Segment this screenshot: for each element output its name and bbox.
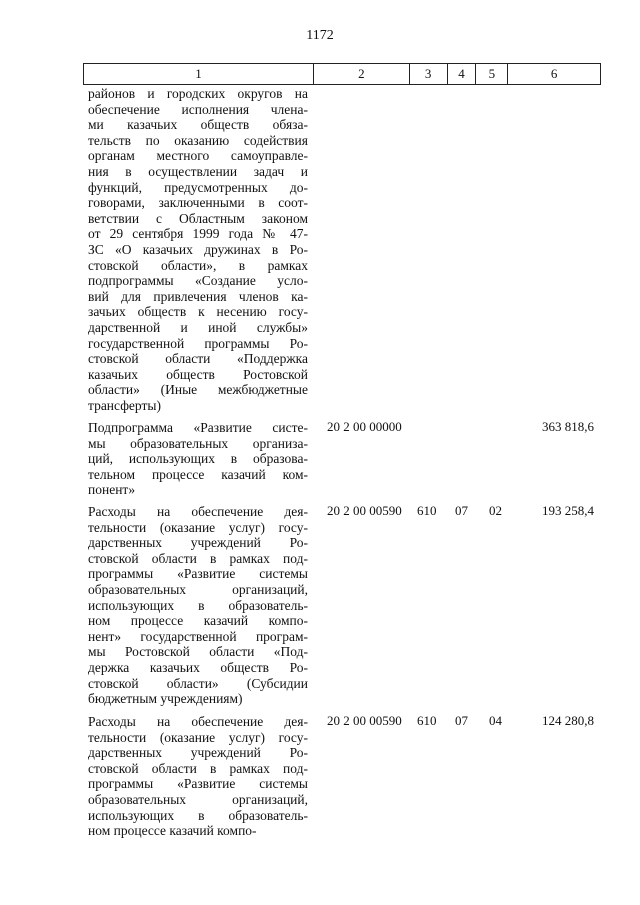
description-line: программы «Развитие системы [88,566,308,582]
description-line: зачьих обществ к несению госу- [88,304,308,320]
description-line: стовской области «Поддержка [88,351,308,367]
header-col-6: 6 [550,66,558,81]
table-header [83,63,601,85]
description-line: вий для привлечения членов ка- [88,288,308,304]
description-line: тельств по оказанию содействия [88,132,308,148]
description-line: ветствии с Областным законом [88,210,308,226]
description-line: образовательных организаций, [88,581,308,597]
description-line: тельности (оказание услуг) госу- [88,729,308,745]
header-col-5: 5 [476,64,508,84]
row-3-vr: 610 [417,713,437,728]
description-line: использующих в образователь- [88,597,308,613]
row-3-code: 20 2 00 00590 [327,713,402,728]
row-2-vr: 610 [417,503,437,518]
description-line: стовской области» (Субсидии [88,675,308,691]
description-line: говорами, заключенными в соот- [88,195,308,211]
header-col-4: 4 [448,64,477,84]
row-1-amount: 363 818,6 [542,419,594,434]
description-line: ций, использующих в образова- [88,451,308,467]
row-1-code: 20 2 00 00000 [327,419,402,434]
description-line: подпрограммы «Создание усло- [88,273,308,289]
description-line: Расходы на обеспечение дея- [88,504,308,519]
description-line: мы образовательных организа- [88,435,308,451]
description-line: стовской области», в рамках [88,257,308,273]
description-line: образовательных организаций, [88,791,308,807]
description-line: стовской области в рамках под- [88,550,308,566]
row-0-description [88,86,308,413]
description-line: Расходы на обеспечение дея- [88,714,308,729]
header-col-2: 2 [314,64,410,84]
row-2-code: 20 2 00 00590 [327,503,402,518]
description-line: области» (Иные межбюджетные [88,382,308,398]
header-col-1: 1 [84,64,314,84]
description-line: трансферты) [88,397,161,413]
row-2-rz: 07 [455,503,468,518]
description-line: дарственных учреждений Ро- [88,745,308,761]
description-line: тельном процессе казачий ком- [88,466,308,482]
row-3-amount: 124 280,8 [542,713,594,728]
row-3-rz: 07 [455,713,468,728]
description-line: ЗС «О казачьих дружинах в Ро- [88,241,308,257]
description-line: программы «Развитие системы [88,776,308,792]
description-line: органам местного самоуправле- [88,148,308,164]
page-number: 1172 [306,28,334,43]
row-2-pr: 02 [489,503,502,518]
header-col-3: 3 [410,64,448,84]
description-line: использующих в образователь- [88,807,308,823]
row-3-description [88,714,308,839]
description-line: ном процессе казачий компо- [88,823,257,839]
description-line: от 29 сентября 1999 года № 47- [88,226,308,242]
description-line: мы Ростовской области «Под- [88,644,308,660]
row-2-amount: 193 258,4 [542,503,594,518]
row-2-description [88,504,308,707]
description-line: дарственных учреждений Ро- [88,535,308,551]
description-line: понент» [88,482,136,498]
description-line: бюджетным учреждениям) [88,691,243,707]
row-3-pr: 04 [489,713,502,728]
description-line: государственной программы Ро- [88,335,308,351]
description-line: нент» государственной програм- [88,628,308,644]
description-line: обеспечение исполнения члена- [88,101,308,117]
description-line: дарственной и иной службы» [88,319,308,335]
description-line: ном процессе казачий компо- [88,613,308,629]
description-line: казачьих обществ Ростовской [88,366,308,382]
description-line: районов и городских округов на [88,86,308,101]
row-1-description [88,420,308,498]
description-line: ми казачьих обществ обяза- [88,117,308,133]
description-line: ния в осуществлении задач и [88,163,308,179]
description-line: тельности (оказание услуг) госу- [88,519,308,535]
description-line: функций, предусмотренных до- [88,179,308,195]
description-line: держка казачьих обществ Ро- [88,659,308,675]
description-line: стовской области в рамках под- [88,760,308,776]
description-line: Подпрограмма «Развитие систе- [88,420,308,435]
